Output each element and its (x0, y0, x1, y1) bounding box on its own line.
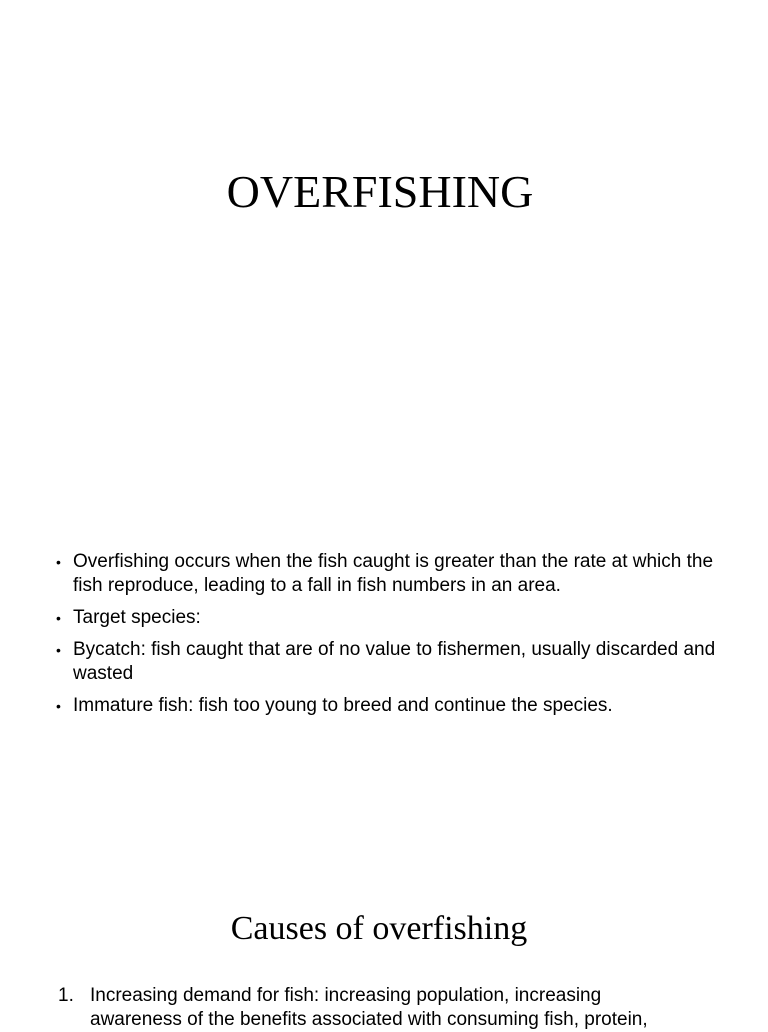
bullet-text: Bycatch: fish caught that are of no value to fishermen, usually discarded and wasted (73, 639, 716, 684)
item-number: 1. (58, 985, 74, 1006)
bullet-text: Overfishing occurs when the fish caught is greater than the rate at which the fish reproduce, leading to a fall in fish numbers in an area. (73, 551, 714, 596)
item-text: Increasing demand for fish: increasing population, increasing awareness of the benefits associated with consuming fish, protein, (90, 985, 648, 1030)
bullet-marker: • (56, 698, 61, 714)
slide-title: OVERFISHING (226, 166, 534, 217)
bullet-marker: • (56, 554, 61, 570)
bullet-marker: • (56, 642, 61, 658)
list-item (56, 606, 716, 630)
list-item (56, 694, 716, 718)
numbered-list (58, 984, 698, 1032)
list-item (56, 638, 716, 686)
section-heading: Causes of overfishing (230, 910, 528, 947)
list-item (58, 984, 698, 1032)
bullet-text: Target species: (73, 607, 201, 628)
bullet-list (56, 550, 716, 726)
list-item (56, 550, 716, 598)
bullet-marker: • (56, 610, 61, 626)
bullet-text: Immature fish: fish too young to breed and continue the species. (73, 695, 613, 716)
